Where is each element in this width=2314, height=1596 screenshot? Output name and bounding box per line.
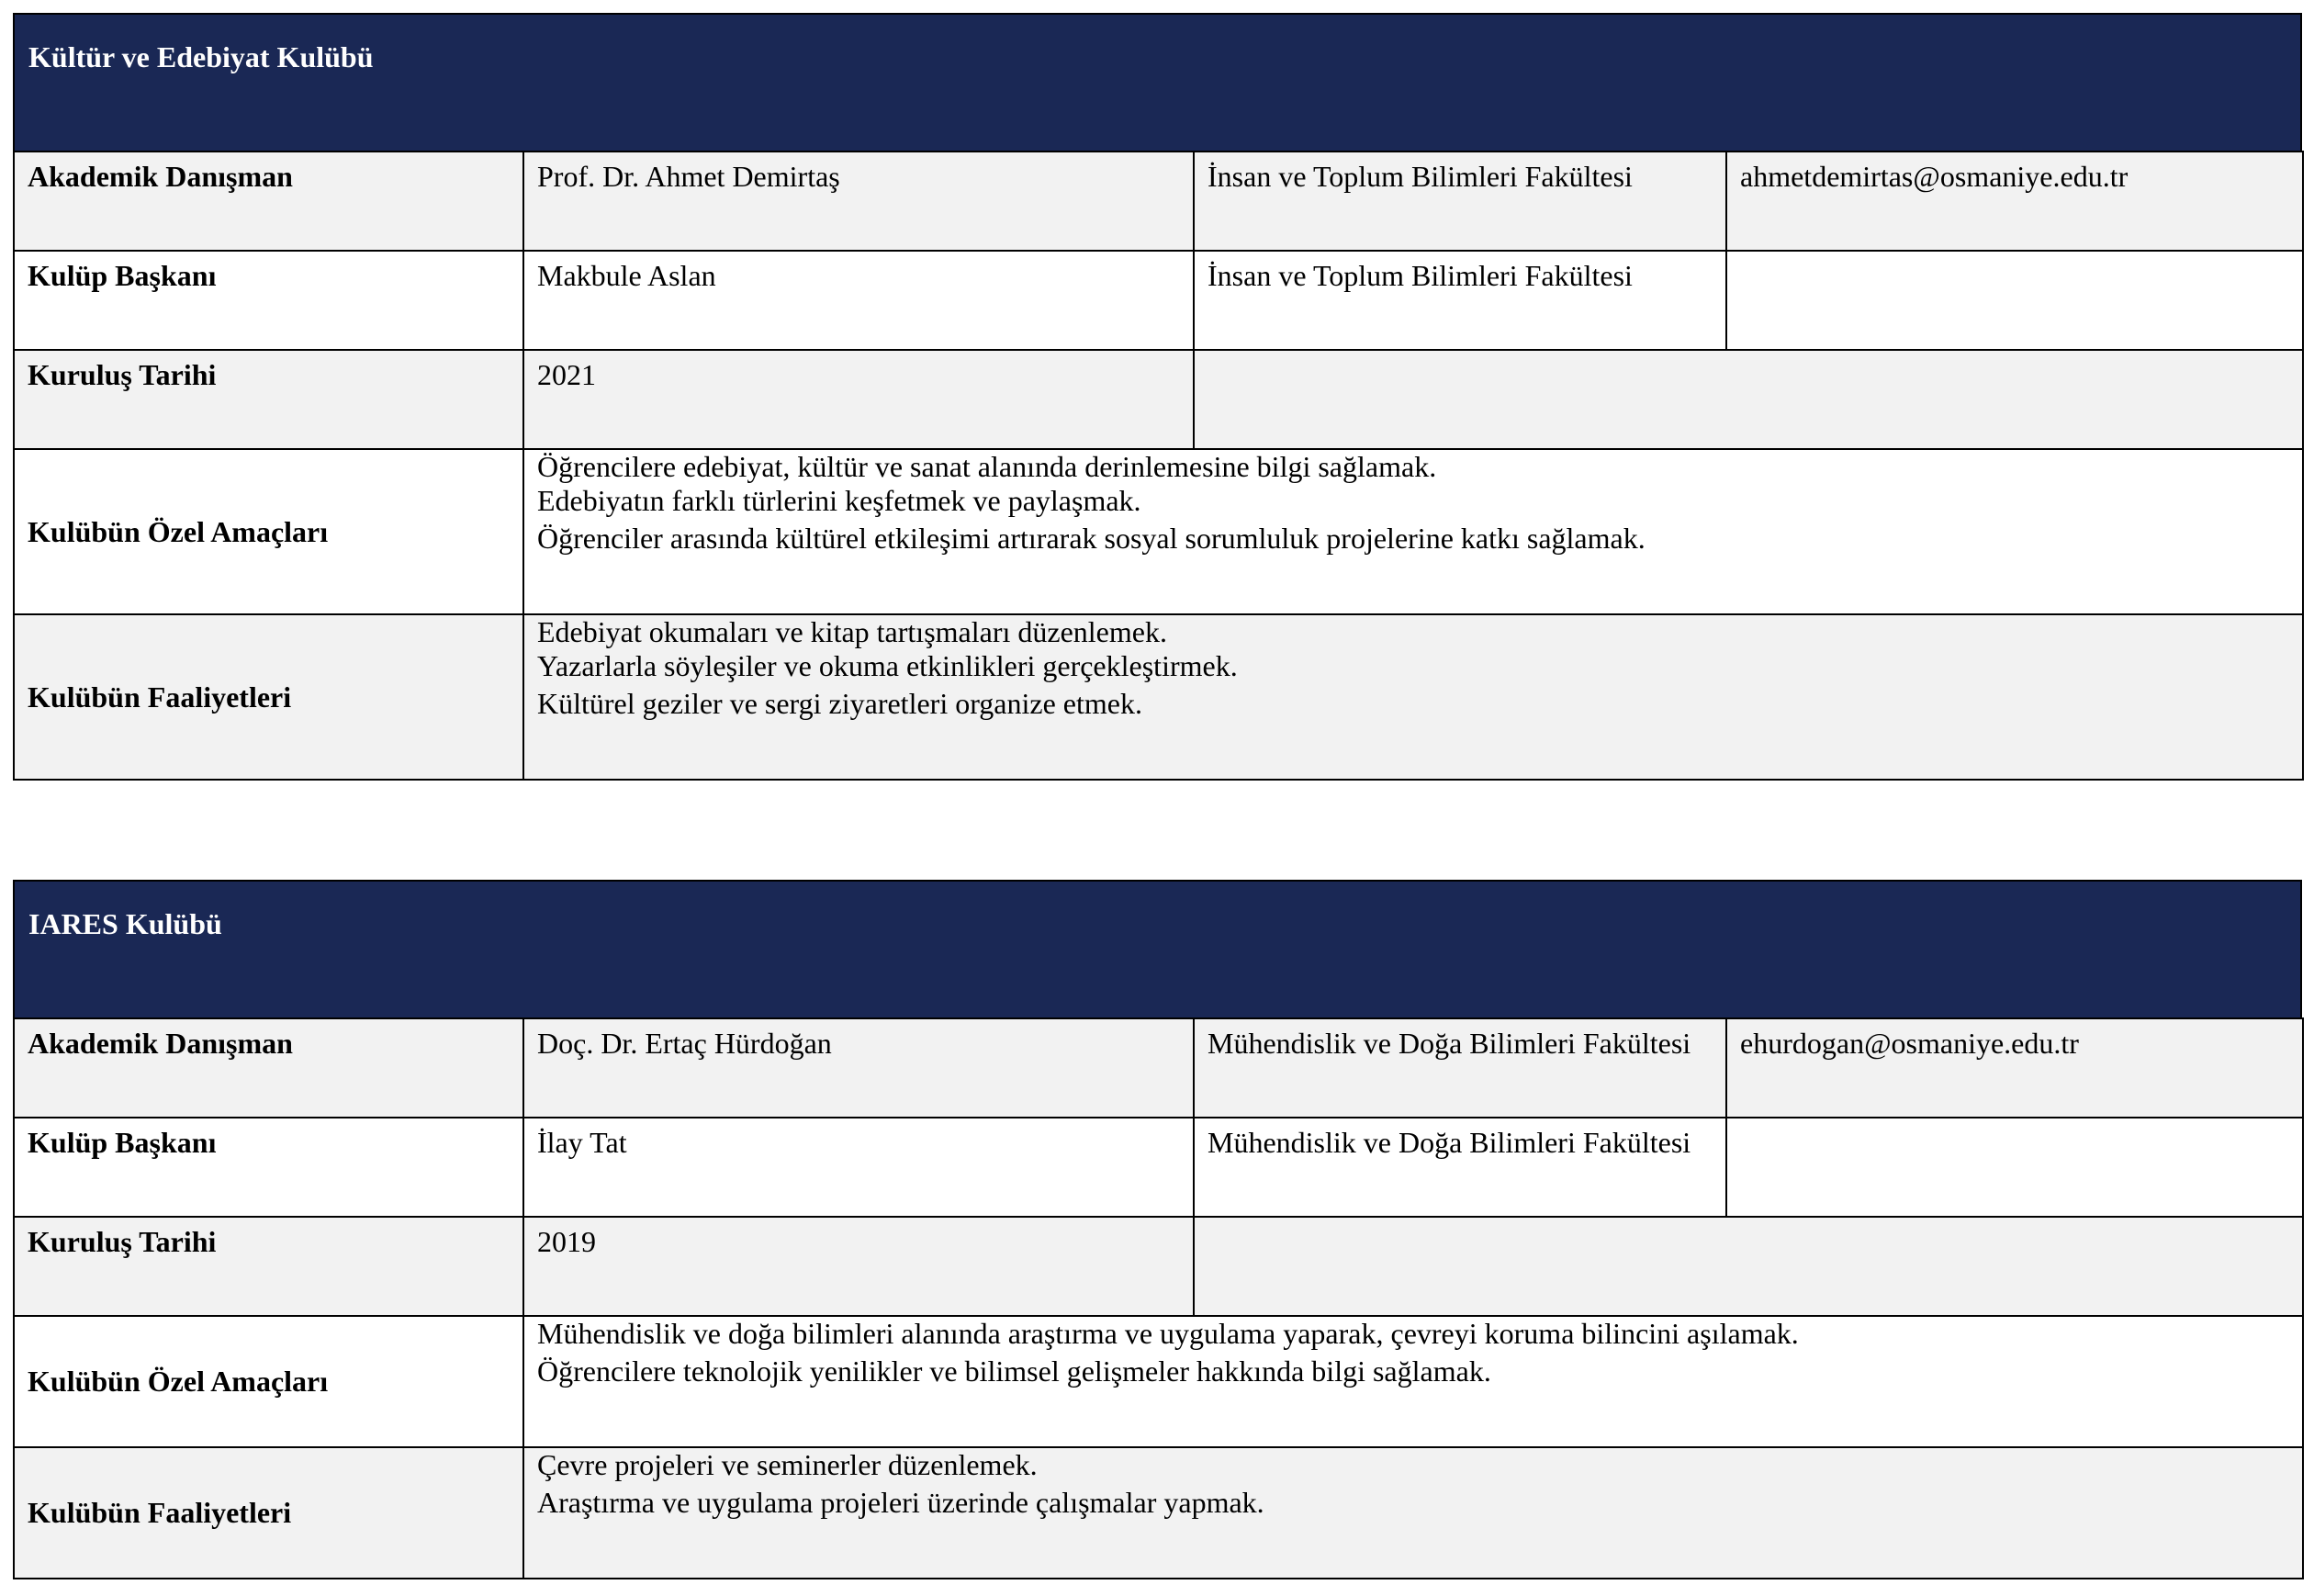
aims-row	[14, 449, 2303, 614]
president-empty-cell	[1726, 1118, 2303, 1217]
activities-item: Edebiyat okumaları ve kitap tartışmaları düzenlemek.	[537, 615, 1167, 648]
advisor-row	[14, 152, 2303, 251]
activities-label: Kulübün Faaliyetleri	[14, 614, 523, 780]
president-label: Kulüp Başkanı	[14, 251, 523, 350]
aims-item: Edebiyatın farklı türlerini keşfetmek ve paylaşmak.	[537, 484, 1141, 517]
club-header	[13, 13, 2302, 151]
club-info-table	[13, 1017, 2304, 1579]
aims-item: Öğrencilere edebiyat, kültür ve sanat alanında derinlemesine bilgi sağlamak.	[537, 450, 1437, 483]
aims-label: Kulübün Özel Amaçları	[14, 449, 523, 614]
president-row	[14, 251, 2303, 350]
club-card-2	[13, 880, 2302, 1579]
activities-item: Araştırma ve uygulama projeleri üzerinde çalışmalar yapmak.	[537, 1486, 1264, 1519]
aims-row	[14, 1316, 2303, 1447]
club-title: Kültür ve Edebiyat Kulübü	[28, 40, 374, 73]
founded-empty-cell	[1194, 350, 2303, 449]
president-name: Makbule Aslan	[523, 251, 1194, 350]
founded-label: Kuruluş Tarihi	[14, 1217, 523, 1316]
advisor-label: Akademik Danışman	[14, 152, 523, 251]
advisor-name: Prof. Dr. Ahmet Demirtaş	[523, 152, 1194, 251]
founded-empty-cell	[1194, 1217, 2303, 1316]
president-faculty: İnsan ve Toplum Bilimleri Fakültesi	[1194, 251, 1726, 350]
advisor-row	[14, 1018, 2303, 1118]
founded-year: 2019	[523, 1217, 1194, 1316]
activities-list	[523, 1447, 2303, 1579]
president-faculty: Mühendislik ve Doğa Bilimleri Fakültesi	[1194, 1118, 1726, 1217]
founded-year: 2021	[523, 350, 1194, 449]
advisor-email: ehurdogan@osmaniye.edu.tr	[1726, 1018, 2303, 1118]
founded-row	[14, 350, 2303, 449]
aims-list	[523, 1316, 2303, 1447]
advisor-faculty: İnsan ve Toplum Bilimleri Fakültesi	[1194, 152, 1726, 251]
president-empty-cell	[1726, 251, 2303, 350]
activities-row	[14, 1447, 2303, 1579]
club-header	[13, 880, 2302, 1017]
activities-list	[523, 614, 2303, 780]
activities-item: Yazarlarla söyleşiler ve okuma etkinlikleri gerçekleştirmek.	[537, 649, 1238, 682]
club-card-1	[13, 13, 2302, 781]
president-row	[14, 1118, 2303, 1217]
founded-row	[14, 1217, 2303, 1316]
aims-item: Öğrenciler arasında kültürel etkileşimi artırarak sosyal sorumluluk projelerine katkı sağlamak.	[537, 522, 1646, 555]
activities-item: Kültürel geziler ve sergi ziyaretleri organize etmek.	[537, 687, 1142, 720]
activities-row	[14, 614, 2303, 780]
aims-label: Kulübün Özel Amaçları	[14, 1316, 523, 1447]
activities-item: Çevre projeleri ve seminerler düzenlemek.	[537, 1448, 1038, 1481]
advisor-name: Doç. Dr. Ertaç Hürdoğan	[523, 1018, 1194, 1118]
activities-label: Kulübün Faaliyetleri	[14, 1447, 523, 1579]
club-info-table	[13, 151, 2304, 781]
advisor-email: ahmetdemirtas@osmaniye.edu.tr	[1726, 152, 2303, 251]
founded-label: Kuruluş Tarihi	[14, 350, 523, 449]
aims-item: Mühendislik ve doğa bilimleri alanında araştırma ve uygulama yaparak, çevreyi koruma bilincini aşılamak.	[537, 1317, 1799, 1350]
aims-item: Öğrencilere teknolojik yenilikler ve bilimsel gelişmeler hakkında bilgi sağlamak.	[537, 1354, 1491, 1388]
president-name: İlay Tat	[523, 1118, 1194, 1217]
aims-list	[523, 449, 2303, 614]
advisor-label: Akademik Danışman	[14, 1018, 523, 1118]
club-title: IARES Kulübü	[28, 907, 222, 940]
president-label: Kulüp Başkanı	[14, 1118, 523, 1217]
advisor-faculty: Mühendislik ve Doğa Bilimleri Fakültesi	[1194, 1018, 1726, 1118]
